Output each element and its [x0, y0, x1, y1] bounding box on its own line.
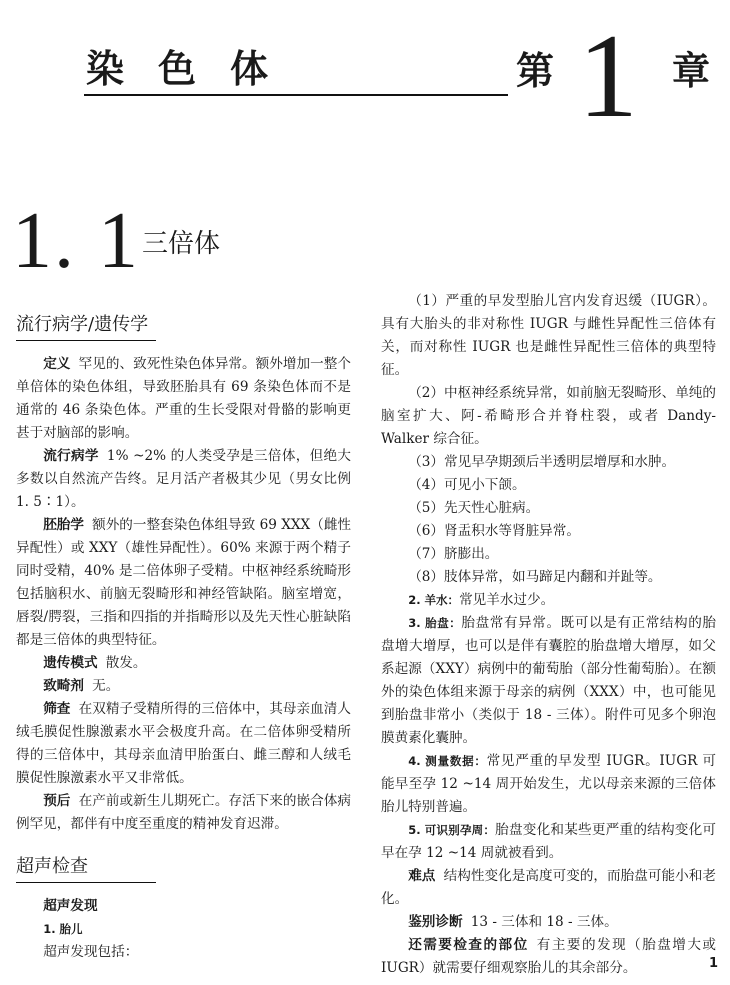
text-screening: 在双精子受精所得的三倍体中，其母亲血清人绒毛膜促性腺激素水平会极度升高。在二倍体卵受精所得的三倍体中，其母亲血清甲胎蛋白、雌三醇和人绒毛膜促性腺激素水平又非常低。 — [16, 701, 352, 786]
text-other-sites: 有主要的发现（胎盘增大或 IUGR）就需要仔细观察胎儿的其余部分。 — [381, 937, 717, 976]
para-teratogen — [16, 675, 351, 698]
para-differential — [381, 911, 716, 934]
text-measurements: 常见严重的早发型 IUGR。IUGR 可能早至孕 12 ~14 周开始发生，尤以母亲来源的三倍体胎儿特别普遍。 — [381, 753, 717, 815]
finding-7: （7）脐膨出。 — [408, 546, 499, 562]
chapter-number: 1 — [578, 9, 638, 142]
chapter-word-suffix: 章 — [672, 49, 711, 93]
term-inheritance: 遗传模式 — [43, 655, 98, 671]
para-us-findings — [16, 895, 351, 918]
term-gestation: 5. 可识别孕周： — [408, 823, 496, 837]
finding-6: （6）肾盂积水等肾脏异常。 — [408, 523, 580, 539]
chapter-rule — [84, 94, 508, 96]
term-differential: 鉴别诊断 — [408, 914, 463, 930]
text-definition: 罕见的、致死性染色体异常。额外增加一整个单倍体的染色体组，导致胚胎具有 69 条染色体而不是通常的 46 条染色体。严重的生长受限对骨骼的影响更甚于对脑部的影响。 — [16, 356, 352, 441]
text-amniotic: 常见羊水过少。 — [459, 592, 555, 608]
term-other-sites: 还需要检查的部位 — [408, 937, 529, 953]
para-placenta — [381, 612, 716, 750]
section-number: 1. 1 — [12, 197, 140, 285]
para-fetus-intro: 超声发现包括： — [43, 944, 139, 960]
para-difficulty — [381, 865, 716, 911]
term-placenta: 3. 胎盘： — [408, 616, 462, 630]
term-epidemiology: 流行病学 — [43, 448, 99, 464]
finding-4: （4）可见小下颌。 — [408, 477, 526, 493]
finding-3: （3）常见早孕期颈后半透明层增厚和水肿。 — [408, 454, 676, 470]
para-prognosis — [16, 790, 351, 836]
right-column — [381, 290, 716, 980]
para-fetus — [16, 918, 351, 941]
text-gestation: 胎盘变化和某些更严重的结构变化可早在孕 12 ~14 周就被看到。 — [381, 822, 717, 861]
finding-8: （8）肢体异常，如马蹄足内翻和并趾等。 — [408, 569, 662, 585]
term-difficulty: 难点 — [408, 868, 436, 884]
para-inheritance — [16, 652, 351, 675]
term-amniotic: 2. 羊水： — [408, 593, 460, 607]
para-measurements — [381, 750, 716, 819]
term-fetus: 1. 胎儿 — [43, 922, 83, 936]
heading-ultrasound: 超声检查 — [16, 854, 156, 883]
text-differential: 13 - 三体和 18 - 三体。 — [470, 914, 618, 930]
text-prognosis: 在产前或新生儿期死亡。存活下来的嵌合体病例罕见，都伴有中度至重度的精神发育迟滞。 — [16, 793, 352, 832]
finding-5: （5）先天性心脏病。 — [408, 500, 540, 516]
text-epidemiology: 1% ~2% 的人类受孕是三倍体，但绝大多数以自然流产告终。足月活产者极其少见（男女比例 1. 5∶1）。 — [16, 448, 351, 510]
para-amniotic — [381, 589, 716, 612]
text-teratogen: 无。 — [92, 678, 120, 694]
term-embryology: 胚胎学 — [43, 517, 84, 533]
term-teratogen: 致畸剂 — [43, 678, 84, 694]
term-measurements: 4. 测量数据： — [408, 754, 487, 768]
text-placenta: 胎盘常有异常。既可以是有正常结构的胎盘增大增厚，也可以是伴有囊腔的胎盘增大增厚，如父系起源（XXY）病例中的葡萄胎（部分性葡萄胎）。在额外的染色体组来源于母亲的病例（XXX）中，也可能见到胎盘非常小（类似于 18 - 三体）。附件可见多个卵泡膜黄素化囊肿。 — [381, 615, 717, 746]
para-epidemiology — [16, 445, 351, 514]
para-gestation — [381, 819, 716, 865]
text-inheritance: 散发。 — [105, 655, 147, 671]
finding-2: （2）中枢神经系统异常，如前脑无裂畸形、单纯的脑室扩大、阿-希畸形合并脊柱裂，或者 Dandy-Walker 综合征。 — [381, 385, 716, 447]
term-screening: 筛查 — [43, 701, 71, 717]
term-prognosis: 预后 — [43, 793, 71, 809]
text-embryology: 额外的一整套染色体组导致 69 XXX（雌性异配性）或 XXY（雄性异配性）。60% 来源于两个精子同时受精，40% 是二倍体卵子受精。中枢神经系统畸形包括脑积水、前脑无裂畸形和神经管缺陷。脑室增宽，唇裂/腭裂，三指和四指的并指畸形以及先天性心脏缺陷都是三倍体的典型特征。 — [16, 517, 352, 648]
chapter-title: 染色体 — [86, 47, 303, 91]
para-definition — [16, 353, 351, 445]
term-us-findings: 超声发现 — [43, 898, 98, 914]
left-column — [16, 312, 351, 964]
para-embryology — [16, 514, 351, 652]
page-number: 1 — [708, 956, 718, 971]
heading-epidemiology: 流行病学/遗传学 — [16, 312, 156, 341]
section-title: 三倍体 — [142, 229, 221, 259]
term-definition: 定义 — [43, 356, 71, 372]
finding-1: （1）严重的早发型胎儿宫内发育迟缓（IUGR）。具有大胎头的非对称性 IUGR 与雌性异配性三倍体有关，而对称性 IUGR 也是雌性异配性三倍体的典型特征。 — [381, 293, 716, 378]
chapter-word: 第 — [516, 49, 555, 93]
para-screening — [16, 698, 351, 790]
para-other-sites — [381, 934, 716, 980]
text-difficulty: 结构性变化是高度可变的，而胎盘可能小和老化。 — [381, 868, 717, 907]
